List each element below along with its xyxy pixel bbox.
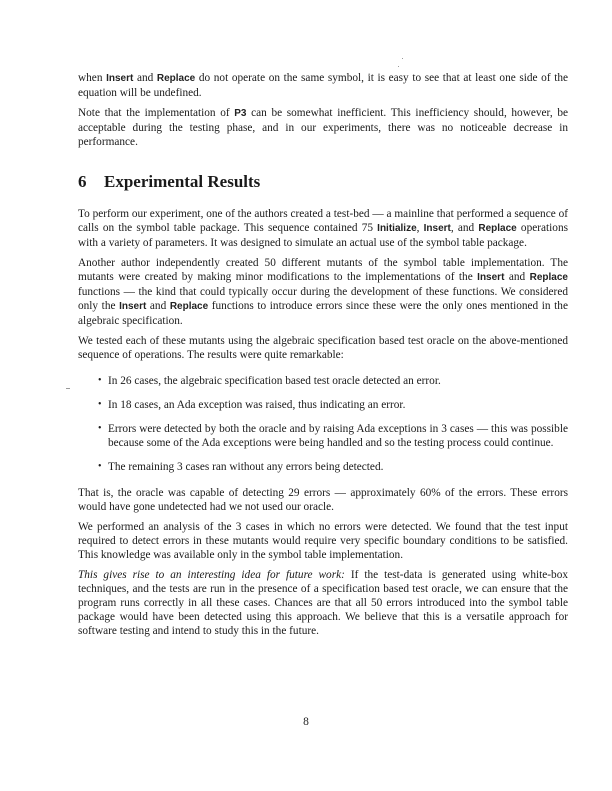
- keyword-insert: Insert: [106, 73, 134, 84]
- page-number: 8: [303, 716, 309, 728]
- text: operations with a variety of parameters. It was designed to simulate an actual use of the symbol table package.: [78, 222, 568, 249]
- text: functions — the kind that could typically occur during the development of these functions. We considered only the: [78, 286, 568, 312]
- text: and: [146, 300, 170, 312]
- text: when: [78, 72, 107, 84]
- keyword-insert: Insert: [119, 301, 147, 312]
- page-body: [78, 71, 568, 644]
- scan-speck: [402, 58, 403, 59]
- keyword-p3: P3: [234, 108, 247, 119]
- text: and: [133, 72, 157, 84]
- text: To perform our experiment, one of the authors created a test-bed — a mainline that performed a sequence of calls on the symbol table package. This sequence contained 75: [78, 208, 568, 234]
- section-title: Experimental Results: [104, 172, 261, 191]
- section-number: 6: [78, 172, 87, 191]
- text: Note that the implementation of: [78, 107, 235, 119]
- keyword-initialize: Initialize: [377, 223, 417, 234]
- text: , and: [450, 222, 479, 234]
- paragraph-summary: That is, the oracle was capable of detecting 29 errors — approximately 60% of the errors. These errors would have gone undetected had we not used our oracle.: [78, 487, 568, 513]
- text: If the test-data is generated using white-box techniques, and the tests are run in the presence of a specification based test oracle, we can ensure that the program runs correctly in all these cases. Chances are that all 50 errors introduced into the symbol table package would have been detected using this approach. We believe that this is a versatile approach for software testing and intend to study this in the future.: [78, 569, 568, 637]
- text: ,: [416, 222, 424, 234]
- results-list: [78, 374, 568, 474]
- paragraph-mutants: [78, 256, 568, 328]
- keyword-insert: Insert: [477, 272, 505, 283]
- paragraph-p3-note: [78, 106, 568, 149]
- keyword-replace: Replace: [169, 301, 209, 312]
- emphasis-text: This gives rise to an interesting idea for future work:: [78, 569, 345, 581]
- text: Another author independently created 50 different mutants of the symbol table implementation. The mutants were created by making minor modifications to the implementations of the: [78, 257, 568, 283]
- text: functions to introduce errors since these were the only ones mentioned in the algebraic specification.: [78, 300, 568, 327]
- keyword-replace: Replace: [478, 223, 517, 234]
- keyword-replace: Replace: [156, 73, 196, 84]
- paragraph-analysis: We performed an analysis of the 3 cases in which no errors were detected. We found that the test input required to detect errors in these mutants would require very specific boundary conditions to be satisfied. This knowledge was available only in the symbol table implementation.: [78, 521, 568, 561]
- paragraph-continuation: [78, 71, 568, 100]
- section-heading: [78, 172, 568, 192]
- scan-speck: [398, 66, 399, 67]
- text: do not operate on the same symbol, it is easy to see that at least one side of the equation will be undefined.: [78, 72, 568, 99]
- keyword-replace: Replace: [529, 272, 568, 283]
- keyword-insert: Insert: [423, 223, 451, 234]
- list-item: • The remaining 3 cases ran without any errors being detected.: [108, 460, 568, 474]
- text: can be somewhat inefficient. This inefficiency should, however, be acceptable during the testing phase, and in our experiments, there was no noticeable decrease in performance.: [78, 107, 568, 148]
- text: and: [504, 271, 530, 283]
- paragraph-future-work: [78, 568, 568, 638]
- list-item: • Errors were detected by both the oracle and by raising Ada exceptions in 3 cases — this was possible because some of the Ada exceptions were being handled and so the testing process could continue.: [108, 422, 568, 450]
- list-item: • In 26 cases, the algebraic specification based test oracle detected an error.: [108, 374, 568, 388]
- paragraph-test-bed: [78, 207, 568, 250]
- paragraph-tested: We tested each of these mutants using the algebraic specification based test oracle on the above-mentioned sequence of operations. The results were quite remarkable:: [78, 335, 568, 361]
- scan-speck: [66, 388, 70, 389]
- list-item: • In 18 cases, an Ada exception was raised, thus indicating an error.: [108, 398, 568, 412]
